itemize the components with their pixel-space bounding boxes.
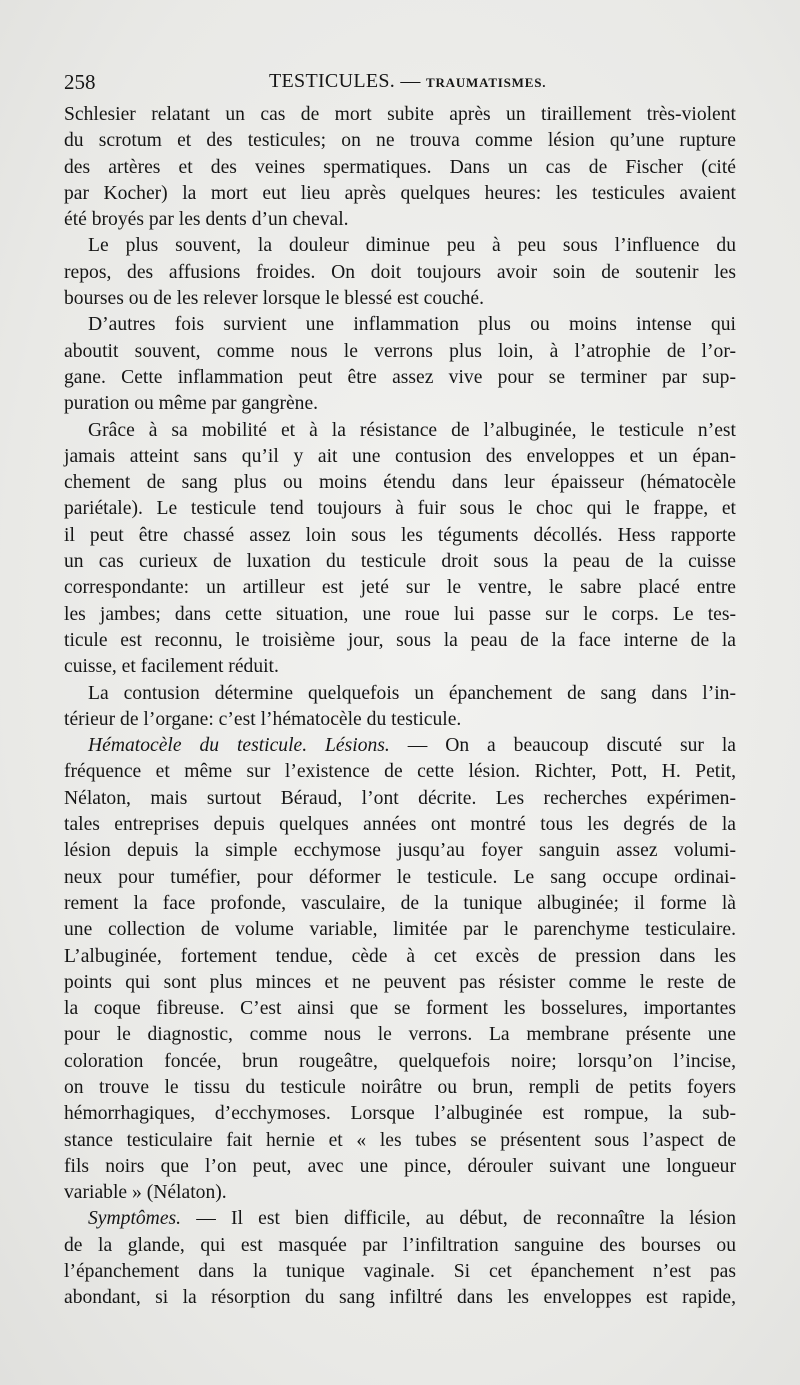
- line-text: Le plus souvent, la douleur diminue peu à peu sous l’influence du: [88, 235, 736, 257]
- text-line: [64, 207, 736, 233]
- line-text: il peut être chassé assez loin sous les téguments décollés. Hess rapporte: [64, 524, 736, 546]
- line-text: la coque fibreuse. C’est ainsi que se forment les bosselures, importantes: [64, 998, 736, 1020]
- line-text: L’albuginée, fortement tendue, cède à cet excès de pression dans les: [64, 945, 736, 967]
- text-line: [64, 1285, 736, 1311]
- text-line: [64, 365, 736, 391]
- line-text: pariétale). Le testicule tend toujours à fuir sous le choc qui le frappe, et: [64, 498, 736, 520]
- text-line: [64, 575, 736, 601]
- running-title-main: TESTICULES. —: [269, 70, 426, 92]
- text-line: [64, 286, 736, 312]
- text-line: [64, 444, 736, 470]
- text-line: [64, 838, 736, 864]
- line-text: abondant, si la résorption du sang infiltré dans les enveloppes est rapide,: [64, 1287, 736, 1309]
- line-text: un cas curieux de luxation du testicule droit sous la peau de la cuisse: [64, 551, 736, 573]
- line-text: du scrotum et des testicules; on ne trouva comme lésion qu’une rupture: [64, 130, 736, 152]
- text-line: [64, 155, 736, 181]
- text-line: [64, 391, 736, 417]
- line-text: rement la face profonde, vasculaire, de la tunique albuginée; il forme là: [64, 892, 736, 914]
- text-line: [64, 917, 736, 943]
- line-text: stance testiculaire fait hernie et « les tubes se présentent sous l’aspect de: [64, 1129, 736, 1151]
- text-line: [64, 339, 736, 365]
- line-text: — On a beaucoup discuté sur la: [389, 735, 736, 757]
- line-text: on trouve le tissu du testicule noirâtre ou brun, rempli de petits foyers: [64, 1076, 736, 1098]
- line-text: bourses ou de les relever lorsque le blessé est couché.: [64, 288, 485, 310]
- page-number: 258: [64, 70, 96, 94]
- text-line: [64, 1022, 736, 1048]
- text-line: [64, 1128, 736, 1154]
- line-text: lésion depuis la simple ecchymose jusqu’au foyer sanguin assez volumi-: [64, 840, 736, 862]
- line-text: gane. Cette inflammation peut être assez vive pour se terminer par sup-: [64, 366, 736, 388]
- running-header: [64, 70, 736, 100]
- line-text: puration ou même par gangrène.: [64, 393, 319, 415]
- text-line: [64, 996, 736, 1022]
- text-line: [64, 496, 736, 522]
- text-line: [64, 260, 736, 286]
- line-text: des artères et des veines spermatiques. Dans un cas de Fischer (cité: [64, 156, 736, 178]
- line-text: térieur de l’organe: c’est l’hématocèle du testicule.: [64, 708, 462, 730]
- text-line: [64, 128, 736, 154]
- line-text: cuisse, et facilement réduit.: [64, 656, 279, 678]
- text-line: [64, 418, 736, 444]
- text-line: [64, 233, 736, 259]
- line-text: tales entreprises depuis quelques années ont montré tous les degrés de la: [64, 814, 736, 836]
- line-text: Nélaton, mais surtout Béraud, l’ont décrite. Les recherches expérimen-: [64, 787, 736, 809]
- line-text: variable » (Nélaton).: [64, 1182, 227, 1204]
- line-text: — Il est bien difficile, au début, de reconnaître la lésion: [181, 1208, 736, 1230]
- text-line: [64, 549, 736, 575]
- line-text: pour le diagnostic, comme nous le verrons. La membrane présente une: [64, 1024, 736, 1046]
- text-line: [64, 733, 736, 759]
- text-line: [64, 181, 736, 207]
- text-line: [64, 312, 736, 338]
- text-line: [64, 786, 736, 812]
- text-line: [64, 1049, 736, 1075]
- text-line: [64, 1101, 736, 1127]
- text-line: [64, 970, 736, 996]
- running-title: [269, 70, 546, 93]
- line-text: l’épanchement dans la tunique vaginale. Si cet épanchement n’est pas: [64, 1261, 736, 1283]
- running-title-sub: TRAUMATISMES.: [425, 75, 547, 90]
- text-line: [64, 654, 736, 680]
- line-text: La contusion détermine quelquefois un épanchement de sang dans l’in-: [88, 682, 736, 704]
- line-text: Grâce à sa mobilité et à la résistance de l’albuginée, le testicule n’est: [88, 419, 736, 441]
- line-text: points qui sont plus minces et ne peuvent pas résister comme le reste de: [64, 971, 736, 993]
- italic-heading: Symptômes.: [88, 1208, 182, 1230]
- line-text: une collection de volume variable, limitée par le parenchyme testiculaire.: [64, 919, 736, 941]
- line-text: aboutit souvent, comme nous le verrons plus loin, à l’atrophie de l’or-: [64, 340, 736, 362]
- text-line: [64, 812, 736, 838]
- text-line: [64, 681, 736, 707]
- line-text: fils noirs que l’on peut, avec une pince, dérouler suivant une longueur: [64, 1155, 736, 1177]
- text-line: [64, 944, 736, 970]
- text-line: [64, 891, 736, 917]
- text-line: [64, 707, 736, 733]
- text-line: [64, 1154, 736, 1180]
- line-text: neux pour tuméfier, pour déformer le testicule. Le sang occupe ordinai-: [64, 866, 736, 888]
- line-text: Schlesier relatant un cas de mort subite après un tiraillement très-violent: [64, 104, 736, 125]
- line-text: chement de sang plus ou moins étendu dans leur épaisseur (hématocèle: [64, 472, 736, 494]
- line-text: ticule est reconnu, le troisième jour, sous la peau de la face interne de la: [64, 629, 736, 651]
- text-line: [64, 1259, 736, 1285]
- text-line: [64, 759, 736, 785]
- line-text: D’autres fois survient une inflammation plus ou moins intense qui: [88, 314, 736, 336]
- body-text: [64, 102, 736, 1312]
- line-text: été broyés par les dents d’un cheval.: [64, 209, 349, 231]
- text-line: [64, 470, 736, 496]
- text-line: [64, 602, 736, 628]
- line-text: correspondante: un artilleur est jeté sur le ventre, le sabre placé entre: [64, 577, 736, 599]
- line-text: les jambes; dans cette situation, une roue lui passe sur le corps. Le tes-: [64, 603, 736, 625]
- text-line: [64, 523, 736, 549]
- text-line: [64, 1075, 736, 1101]
- text-line: [64, 628, 736, 654]
- line-text: repos, des affusions froides. On doit toujours avoir soin de soutenir les: [64, 261, 736, 283]
- line-text: fréquence et même sur l’existence de cette lésion. Richter, Pott, H. Petit,: [64, 761, 736, 783]
- line-text: par Kocher) la mort eut lieu après quelques heures: les testicules avaient: [64, 182, 736, 204]
- text-line: [64, 102, 736, 128]
- text-line: [64, 865, 736, 891]
- line-text: coloration foncée, brun rougeâtre, quelquefois noire; lorsqu’on l’incise,: [64, 1050, 736, 1072]
- line-text: de la glande, qui est masquée par l’infiltration sanguine des bourses ou: [64, 1234, 736, 1256]
- text-line: [64, 1180, 736, 1206]
- line-text: jamais atteint sans qu’il y ait une contusion des enveloppes et un épan-: [64, 445, 736, 467]
- line-text: hémorrhagiques, d’ecchymoses. Lorsque l’albuginée est rompue, la sub-: [64, 1103, 736, 1125]
- italic-heading: Hématocèle du testicule. Lésions.: [88, 735, 390, 757]
- text-line: [64, 1206, 736, 1232]
- text-line: [64, 1233, 736, 1259]
